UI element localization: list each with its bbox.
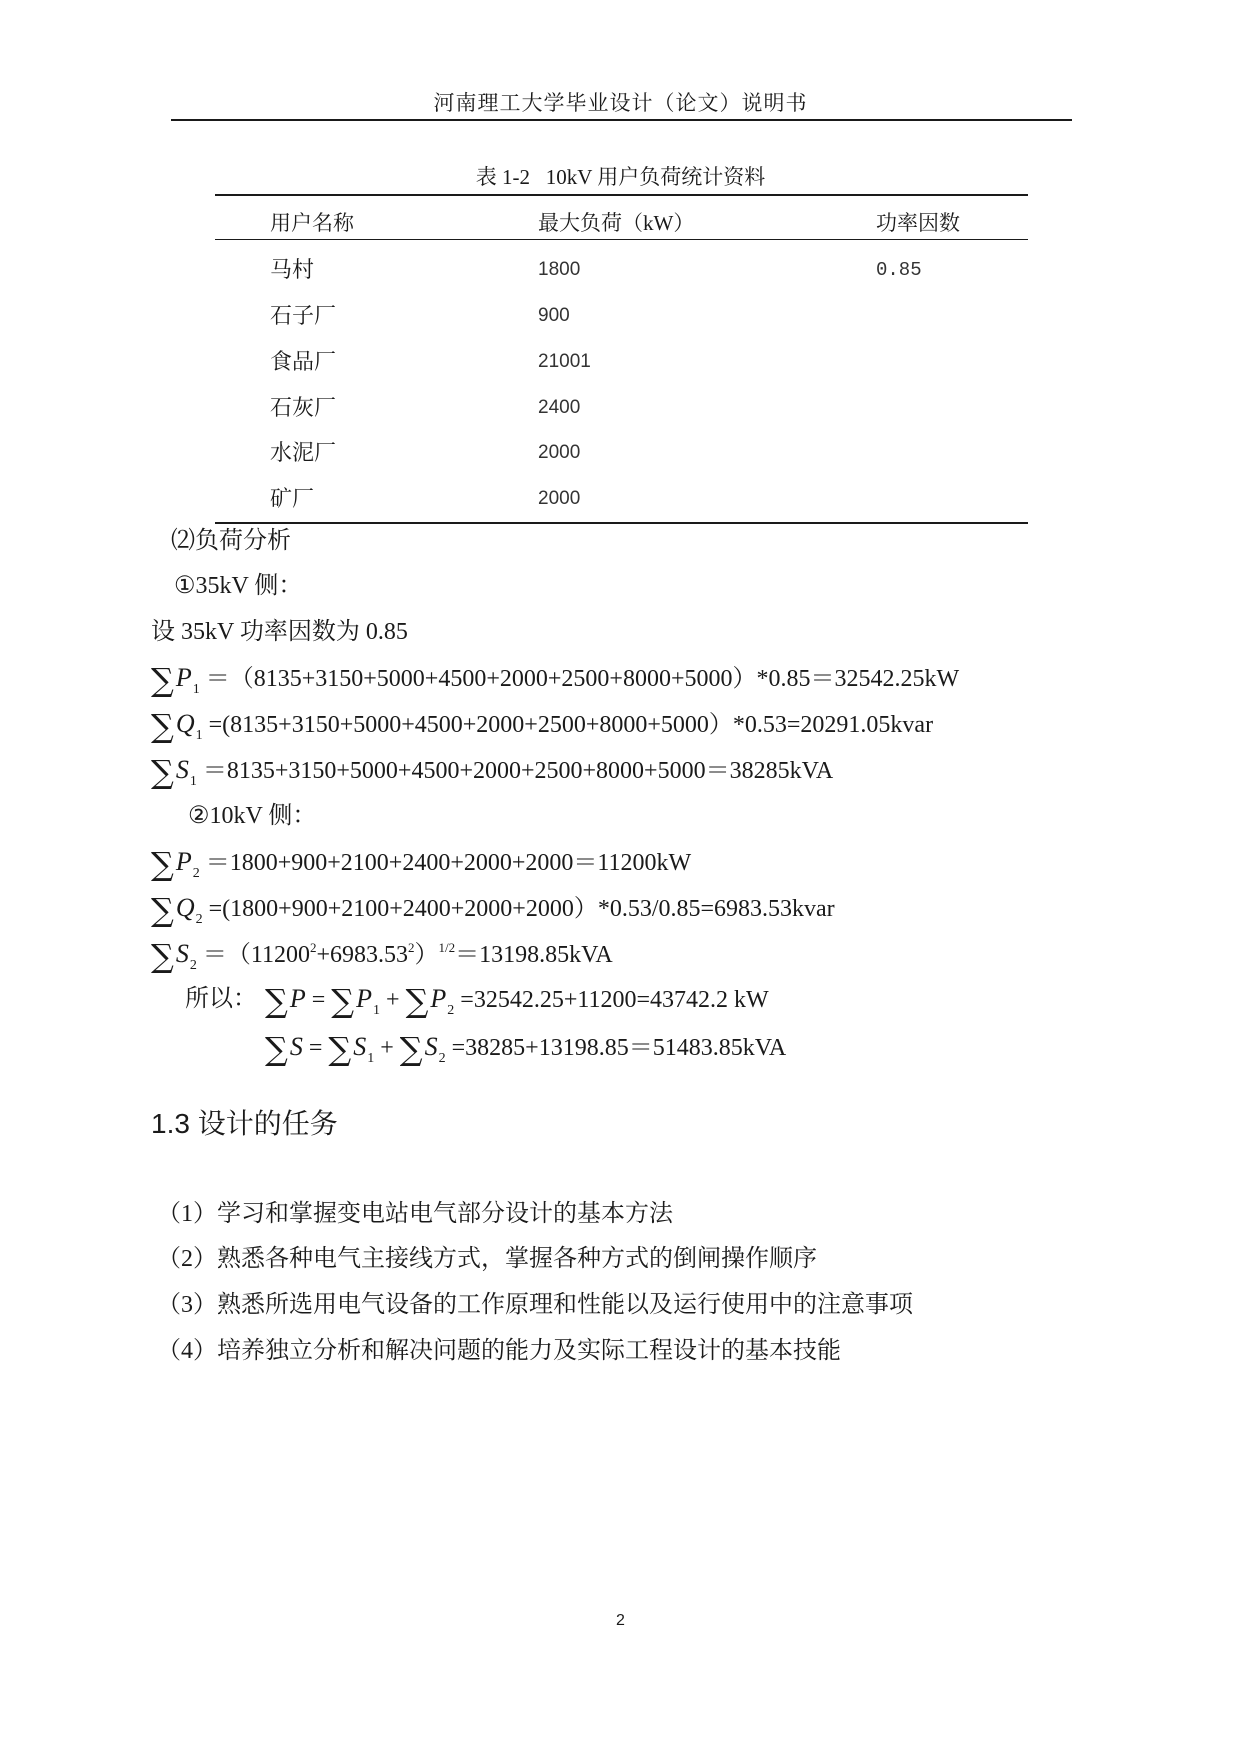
side-10kv-label: ②10kV 侧： <box>188 803 317 829</box>
load-analysis-heading: ⑵负荷分析 <box>171 528 291 554</box>
formula-subscript: 1 <box>195 728 203 743</box>
table-cell-user-name: 矿厂 <box>270 486 315 511</box>
table-cell-max-load: 900 <box>538 305 570 326</box>
formula-s2 <box>151 934 613 979</box>
formula-expression: ＝（8135+3150+5000+4500+2000+2500+8000+5000）*0.85＝32542.25kW <box>205 666 960 692</box>
formula-s1 <box>151 750 833 795</box>
plus-sign: + <box>386 987 400 1013</box>
table-header-rule <box>215 239 1028 240</box>
formula-variable: P <box>430 984 447 1013</box>
equals-sign: = <box>311 987 326 1013</box>
plus-sign: + <box>380 1035 394 1061</box>
table-header-user-name: 用户名称 <box>270 211 354 235</box>
table-bottom-rule <box>215 522 1028 524</box>
formula-variable: Q <box>175 893 195 922</box>
table-cell-user-name: 石子厂 <box>270 303 337 328</box>
formula-superscript: 2 <box>408 940 415 955</box>
table-cell-user-name: 食品厂 <box>270 349 337 374</box>
formula-expression: ＝（11200 <box>202 942 310 968</box>
sigma-symbol: ∑ <box>331 982 355 1020</box>
formula-variable: S <box>175 939 189 968</box>
formula-subscript: 1 <box>373 1003 381 1018</box>
sigma-symbol: ∑ <box>151 661 174 699</box>
document-header-title: 河南理工大学毕业设计（论文）说明书 <box>433 91 808 115</box>
task-item: （2）熟悉各种电气主接线方式，掌握各种方式的倒闸操作顺序 <box>157 1246 817 1272</box>
formula-expression: ＝13198.85kVA <box>455 942 613 968</box>
formula-subscript: 2 <box>195 912 203 927</box>
formula-subscript: 1 <box>189 774 197 789</box>
formula-variable: S <box>289 1032 303 1061</box>
formula-variable: Q <box>175 709 195 738</box>
formula-expression: =32542.25+11200=43742.2 kW <box>460 987 769 1013</box>
table-cell-user-name: 水泥厂 <box>270 440 337 465</box>
formula-expression: ＝8135+3150+5000+4500+2000+2500+8000+5000＝38285kVA <box>202 758 834 784</box>
formula-variable: S <box>175 755 189 784</box>
table-top-rule <box>215 194 1028 196</box>
power-factor-assumption: 设 35kV 功率因数为 0.85 <box>151 619 408 645</box>
formula-q1 <box>151 704 933 749</box>
formula-expression: =38285+13198.85＝51483.85kVA <box>451 1035 787 1061</box>
formula-subscript: 2 <box>192 866 200 881</box>
formula-variable: P <box>289 984 306 1013</box>
sigma-symbol: ∑ <box>151 753 174 791</box>
sigma-symbol: ∑ <box>399 1030 423 1068</box>
sigma-symbol: ∑ <box>151 845 174 883</box>
side-35kv-label: ①35kV 侧： <box>174 573 303 599</box>
formula-variable: P <box>175 663 192 692</box>
sigma-symbol: ∑ <box>265 1030 288 1068</box>
formula-expression: =(8135+3150+5000+4500+2000+2500+8000+5000）*0.53=20291.05kvar <box>208 712 934 738</box>
formula-expression: ＝1800+900+2100+2400+2000+2000＝11200kW <box>205 850 692 876</box>
formula-superscript: 2 <box>309 940 317 955</box>
sigma-symbol: ∑ <box>405 982 429 1020</box>
sigma-symbol: ∑ <box>151 937 174 975</box>
table-cell-max-load: 2400 <box>538 397 581 418</box>
formula-variable: S <box>353 1032 367 1061</box>
task-item: （3）熟悉所选用电气设备的工作原理和性能以及运行使用中的注意事项 <box>157 1292 913 1318</box>
formula-q2 <box>151 888 835 933</box>
table-header-max-load: 最大负荷（kW） <box>538 211 695 235</box>
sigma-symbol: ∑ <box>151 891 174 929</box>
formula-subscript: 2 <box>438 1051 446 1066</box>
formula-expression: ） <box>414 942 439 968</box>
table-cell-user-name: 石灰厂 <box>270 395 337 420</box>
formula-superscript: 1/2 <box>438 940 456 955</box>
header-rule <box>171 119 1072 121</box>
formula-expression: =(1800+900+2100+2400+2000+2000）*0.53/0.85=6983.53kvar <box>208 896 835 922</box>
table-cell-max-load: 21001 <box>538 351 591 372</box>
table-cell-max-load: 2000 <box>538 442 581 463</box>
page-number: 2 <box>616 1612 625 1629</box>
formula-variable: P <box>175 847 192 876</box>
formula-p2 <box>151 842 691 887</box>
table-cell-max-load: 2000 <box>538 488 581 509</box>
sigma-symbol: ∑ <box>151 707 174 745</box>
formula-total-s <box>265 1027 786 1072</box>
formula-total-p <box>265 979 769 1024</box>
table-cell-max-load: 1800 <box>538 259 581 280</box>
formula-variable: S <box>424 1032 438 1061</box>
equals-sign: = <box>308 1035 323 1061</box>
conclusion-label: 所以： <box>185 986 257 1012</box>
formula-variable: P <box>356 984 373 1013</box>
sigma-symbol: ∑ <box>328 1030 352 1068</box>
section-heading: 1.3 设计的任务 <box>151 1108 338 1139</box>
sigma-symbol: ∑ <box>265 982 288 1020</box>
formula-p1 <box>151 658 959 703</box>
formula-expression: +6983.53 <box>316 942 408 968</box>
table-cell-user-name: 马村 <box>270 257 315 282</box>
task-item: （1）学习和掌握变电站电气部分设计的基本方法 <box>157 1201 673 1227</box>
formula-subscript: 2 <box>447 1003 455 1018</box>
formula-subscript: 1 <box>367 1051 375 1066</box>
formula-subscript: 2 <box>189 958 197 973</box>
table-cell-power-factor: 0.85 <box>876 259 922 281</box>
table-header-power-factor: 功率因数 <box>876 211 960 235</box>
formula-subscript: 1 <box>192 682 200 697</box>
task-item: （4）培养独立分析和解决问题的能力及实际工程设计的基本技能 <box>157 1338 841 1364</box>
table-caption: 表 1-2 10kV 用户负荷统计资料 <box>475 165 766 189</box>
